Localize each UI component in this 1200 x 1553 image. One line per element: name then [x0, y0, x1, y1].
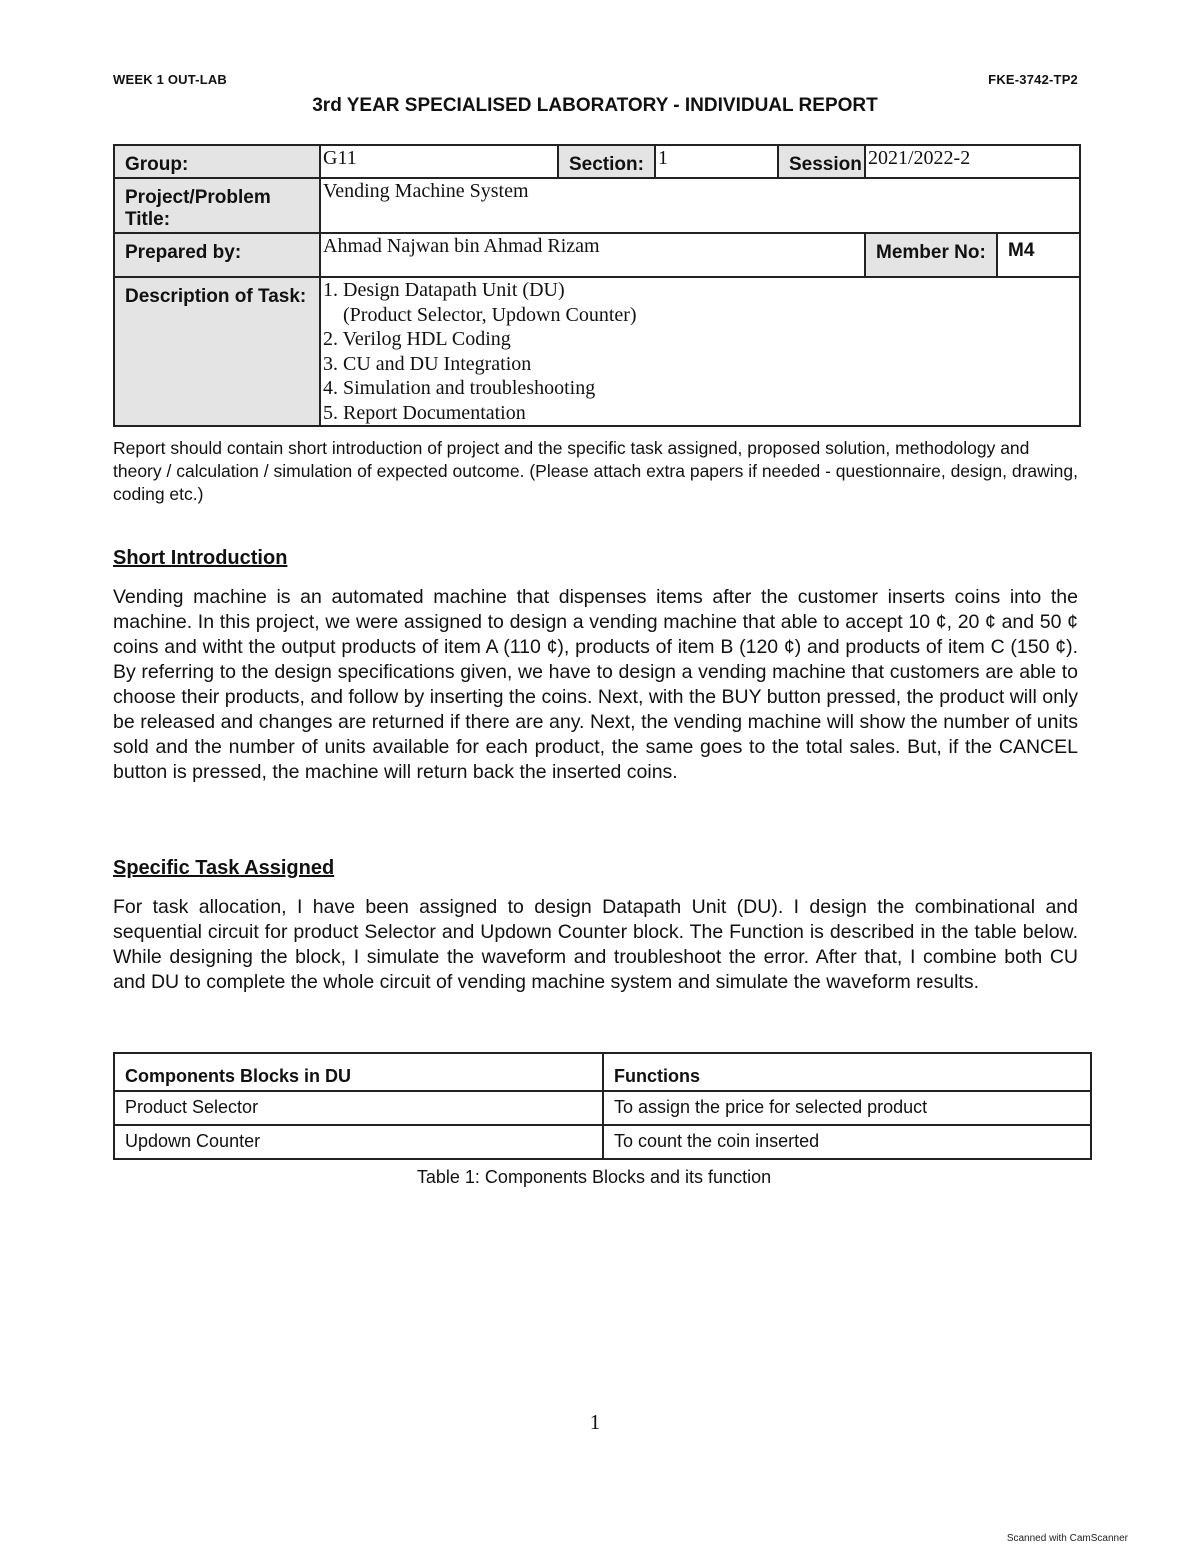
info-row-project — [114, 178, 1080, 233]
task-list-cell — [320, 277, 1080, 426]
task-paragraph: For task allocation, I have been assigned to design Datapath Unit (DU). I design the combinational and sequential circuit for product Selector and Updown Counter block. The Function is described in the table below. While designing the block, I simulate the waveform and troubleshoot the error. After that, I combine both CU and DU to complete the whole circuit of vending machine system and simulate the waveform results. — [113, 896, 1078, 993]
header-left-label: WEEK 1 OUT-LAB — [113, 72, 228, 87]
report-instructions: Report should contain short introduction of project and the specific task assigned, proposed solution, methodology and theory / calculation / simulation of expected outcome. (Please attach extra papers if needed - questionnaire, design, drawing, coding etc.) — [113, 438, 1079, 504]
task-item: 3. CU and DU Integration — [323, 352, 532, 375]
function-cell: To count the coin inserted — [603, 1125, 1091, 1159]
group-label: Group: — [114, 145, 320, 178]
task-heading: Specific Task Assigned — [113, 857, 335, 879]
table-caption: Table 1: Components Blocks and its function — [416, 1167, 772, 1187]
functions-header-cell: Functions — [603, 1053, 1091, 1091]
report-info-table — [113, 144, 1081, 427]
components-table — [113, 1052, 1092, 1160]
project-value: Vending Machine System — [320, 178, 1080, 233]
intro-heading: Short Introduction — [113, 547, 288, 569]
prepared-label: Prepared by: — [114, 233, 320, 277]
table-row — [114, 1091, 1091, 1125]
components-header-row — [114, 1053, 1091, 1091]
components-header-cell: Components Blocks in DU — [114, 1053, 603, 1091]
function-cell: To assign the price for selected product — [603, 1091, 1091, 1125]
task-item: 4. Simulation and troubleshooting — [323, 377, 596, 399]
info-row-prepared — [114, 233, 1080, 277]
group-value: G11 — [320, 145, 558, 178]
task-list — [323, 278, 1079, 425]
header-right-code: FKE-3742-TP2 — [988, 72, 1078, 87]
session-label: Session — [778, 145, 865, 178]
task-item: 5. Report Documentation — [323, 401, 526, 424]
member-label: Member No: — [865, 233, 997, 277]
description-label: Description of Task: — [114, 277, 320, 426]
session-value: 2021/2022-2 — [865, 145, 1080, 178]
section-label: Section: — [558, 145, 655, 178]
document-title: 3rd YEAR SPECIALISED LABORATORY - INDIVIDUAL REPORT — [312, 95, 878, 116]
info-row-group — [114, 145, 1080, 178]
table-row — [114, 1125, 1091, 1159]
info-row-description — [114, 277, 1080, 426]
task-item: 2. Verilog HDL Coding — [323, 328, 511, 350]
project-label: Project/Problem Title: — [114, 178, 320, 233]
task-item: 1. Design Datapath Unit (DU) — [323, 279, 565, 301]
prepared-value: Ahmad Najwan bin Ahmad Rizam — [320, 233, 865, 277]
member-value: M4 — [997, 233, 1080, 277]
page-number: 1 — [589, 1410, 601, 1434]
scanner-watermark: Scanned with CamScanner — [1006, 1533, 1128, 1544]
section-value: 1 — [655, 145, 778, 178]
component-cell: Updown Counter — [114, 1125, 603, 1159]
intro-paragraph: Vending machine is an automated machine that dispenses items after the customer inserts coins into the machine. In this project, we were assigned to design a vending machine that able to accept 10 ¢, 20 ¢ and 50 ¢ coins and witht the output products of item A (110 ¢), products of item B (120 ¢) and products of item C (150 ¢). By referring to the design specifications given, we have to design a vending machine that customers are able to choose their products, and follow by inserting the coins. Next, with the BUY button pressed, the product will only be released and changes are returned if there are any. Next, the vending machine will show the number of units sold and the number of units available for each product, the same goes to the total sales. But, if the CANCEL button is pressed, the machine will return back the inserted coins. — [113, 586, 1078, 783]
task-item: (Product Selector, Updown Counter) — [343, 303, 637, 326]
component-cell: Product Selector — [114, 1091, 603, 1125]
